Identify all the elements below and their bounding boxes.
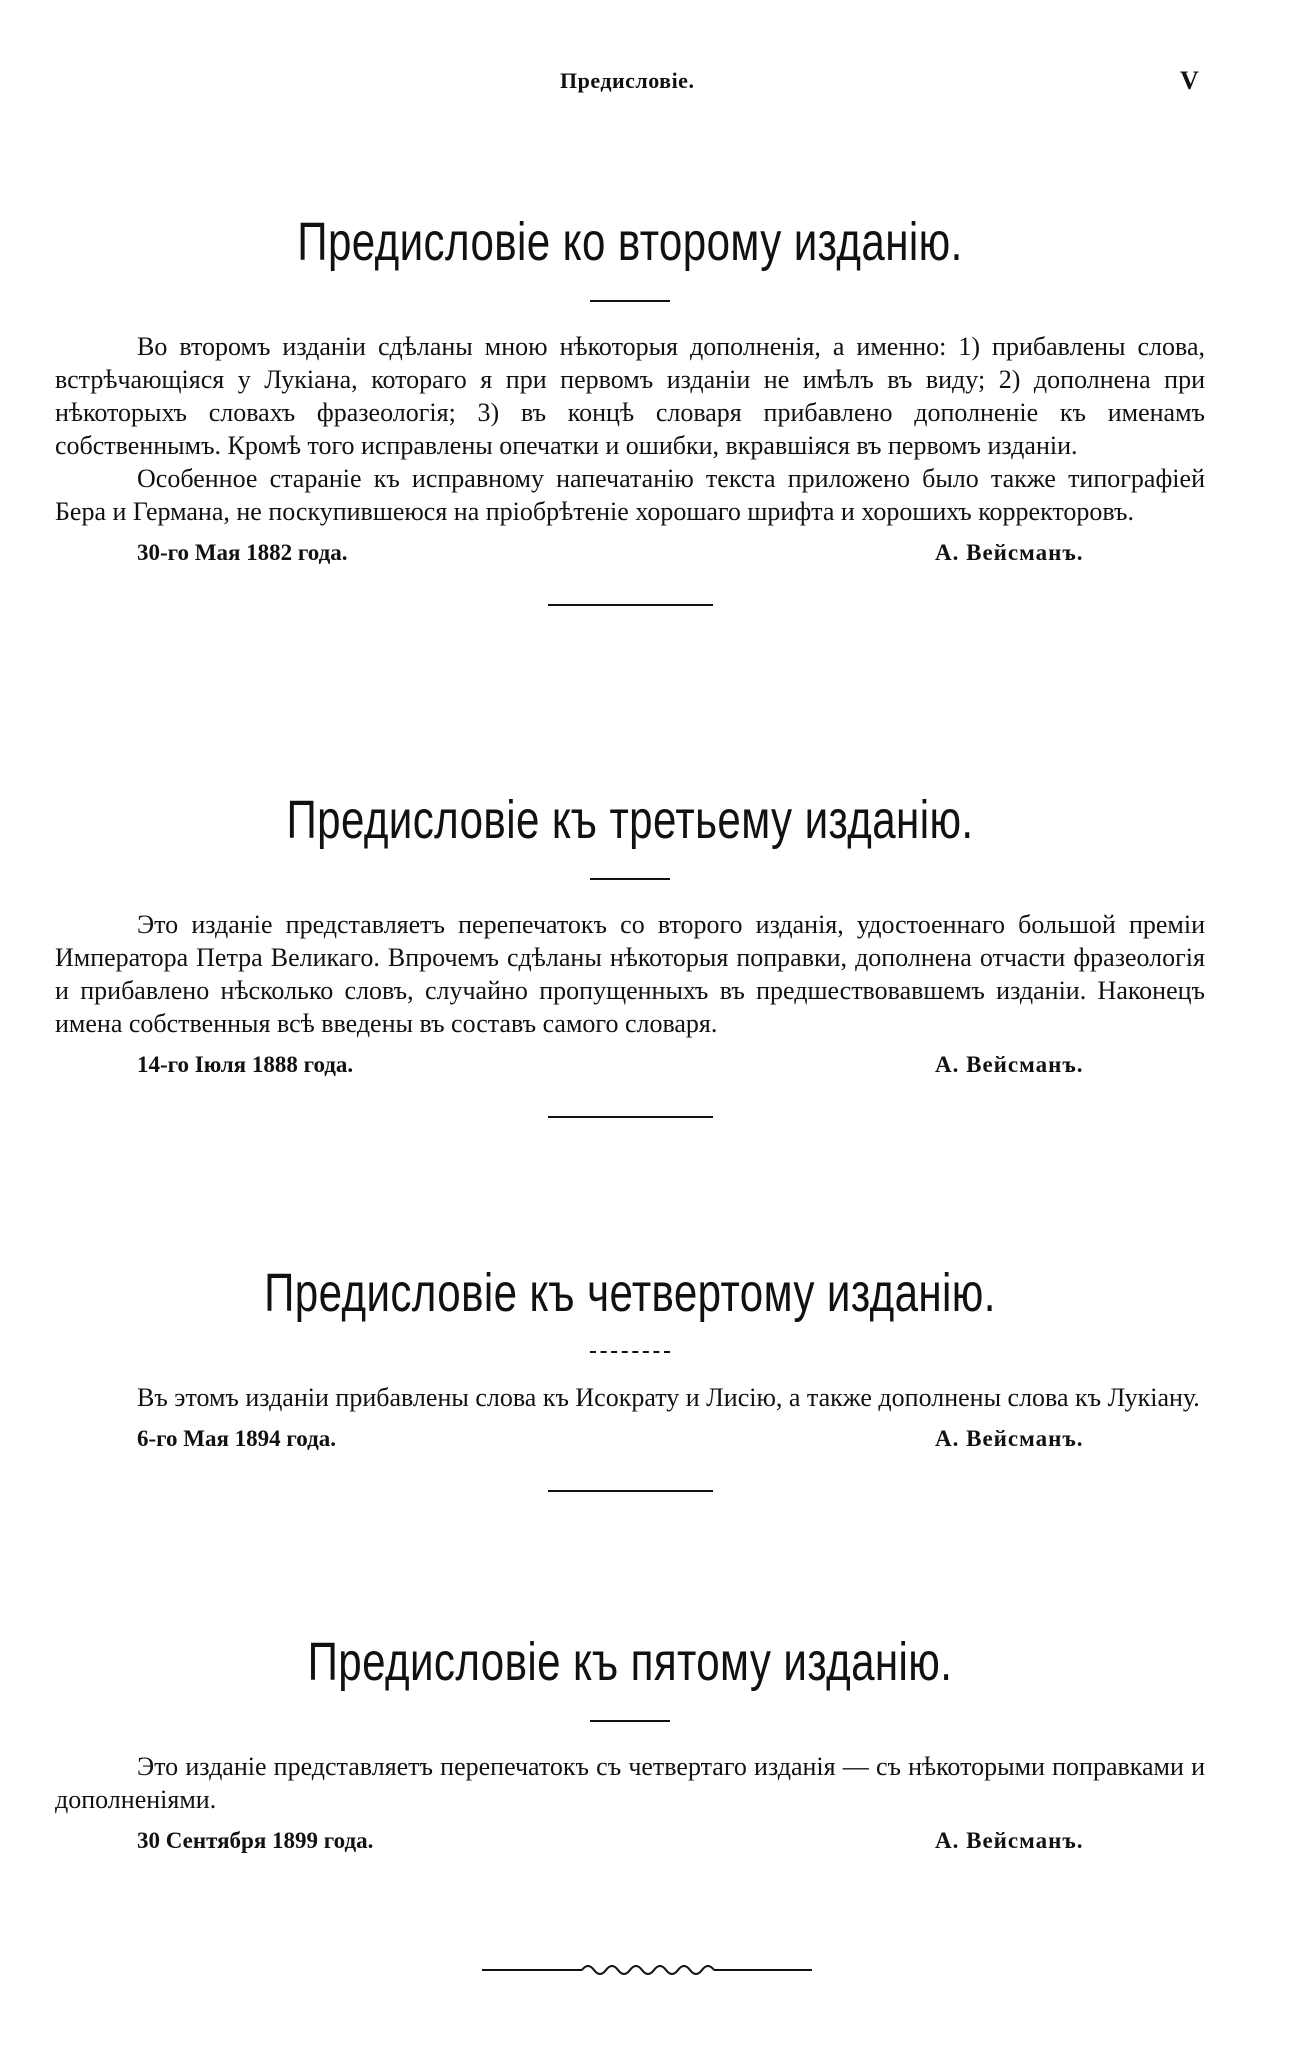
preface-third-edition [55, 790, 1205, 1118]
paragraph: Это изданіе представляетъ перепечатокъ съ четвертаго изданія — съ нѣкоторыми поправками и дополненіями. [55, 1752, 1205, 1814]
signature-date: 6-го Мая 1894 года. [137, 1426, 337, 1451]
end-ornament [0, 1955, 1294, 1985]
paragraph: Во второмъ изданіи сдѣланы мною нѣкоторыя дополненія, а именно: 1) прибавлены слова, встрѣчающіяся у Лукіана, котораго я при первомъ изданіи не имѣлъ въ виду; 2) дополнена при нѣкоторыхъ словахъ фразеологія; 3) въ концѣ словаря прибавлено дополненіе къ именамъ собственнымъ. Кромѣ того исправлены опечатки и ошибки, вкравшіяся въ первомъ изданіи. [55, 332, 1205, 460]
signature-row [55, 1828, 1205, 1862]
title-rule [590, 878, 670, 880]
title-rule [590, 1720, 670, 1722]
running-title: Предисловіе. [560, 68, 695, 93]
signature-date: 30-го Мая 1882 года. [137, 540, 348, 565]
section-body [55, 1750, 1205, 1816]
preface-fourth-edition [55, 1263, 1205, 1492]
paragraph: Въ этомъ изданіи прибавлены слова къ Исократу и Лисію, а также дополнены слова къ Лукіану. [137, 1383, 1200, 1412]
title-rule [590, 1351, 670, 1353]
section-body [55, 1381, 1205, 1414]
page-number: V [1180, 66, 1199, 95]
signature-name: А. Вейсманъ. [935, 1426, 1084, 1451]
running-header [0, 68, 1294, 108]
section-title: Предисловіе къ четвертому изданію. [264, 1263, 996, 1323]
section-title: Предисловіе къ третьему изданію. [286, 790, 974, 850]
signature-name: А. Вейсманъ. [935, 1828, 1084, 1853]
section-body [55, 330, 1205, 528]
signature-name: А. Вейсманъ. [935, 540, 1084, 565]
section-divider [548, 1116, 713, 1118]
section-body [55, 908, 1205, 1040]
signature-row [55, 1052, 1205, 1086]
paragraph: Это изданіе представляетъ перепечатокъ со второго изданія, удостоеннаго большой преміи Императора Петра Великаго. Впрочемъ сдѣланы нѣкоторыя поправки, дополнена отчасти фразеологія и прибавлено нѣсколько словъ, случайно пропущенныхъ въ предшествовавшемъ изданіи. Наконецъ имена собственныя всѣ введены въ составъ самого словаря. [55, 910, 1205, 1038]
section-title: Предисловіе къ пятому изданію. [307, 1632, 953, 1692]
section-divider [548, 604, 713, 606]
signature-date: 14-го Іюля 1888 года. [137, 1052, 354, 1077]
signature-date: 30 Сентября 1899 года. [137, 1828, 374, 1853]
signature-name: А. Вейсманъ. [935, 1052, 1084, 1077]
signature-row [55, 1426, 1205, 1460]
wavy-rule-ornament-icon [482, 1958, 812, 1982]
section-title: Предисловіе ко второму изданію. [297, 212, 963, 272]
preface-fifth-edition [55, 1632, 1205, 1862]
paragraph: Особенное стараніе къ исправному напечатанію текста приложено было также типографіей Бера и Германа, не поскупившеюся на пріобрѣтеніе хорошаго шрифта и хорошихъ корректоровъ. [55, 464, 1205, 526]
preface-second-edition [55, 212, 1205, 606]
title-rule [590, 300, 670, 302]
signature-row [55, 540, 1205, 574]
section-divider [548, 1490, 713, 1492]
